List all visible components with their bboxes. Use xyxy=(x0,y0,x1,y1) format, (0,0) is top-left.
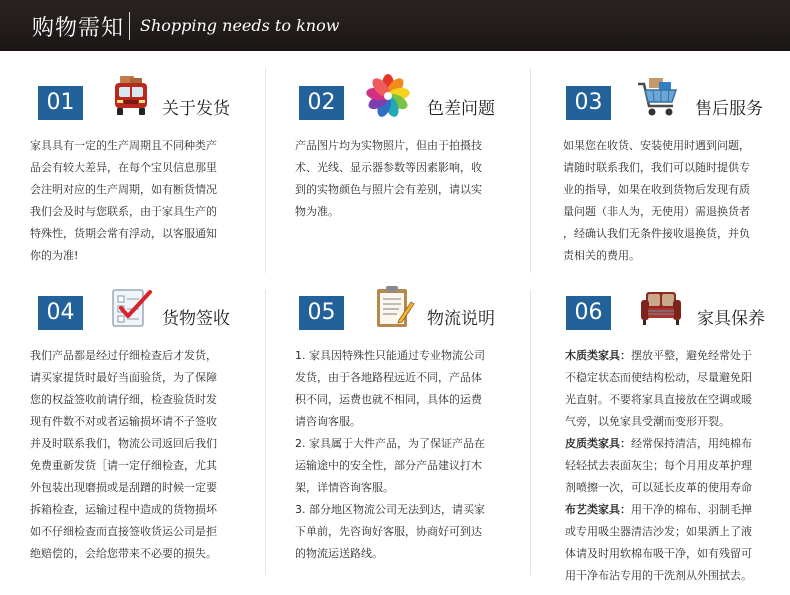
card-number: 04 xyxy=(38,296,83,330)
card-body xyxy=(30,135,270,267)
body-line: 或专用吸尘器清洁沙发；如果洒上了液 xyxy=(565,525,752,538)
card-body xyxy=(563,135,790,267)
color-palette-icon xyxy=(365,74,411,120)
body-line: 运输途中的安全性，部分产品建议打木 xyxy=(295,459,482,472)
body-text: 经常保持清洁，用纯棉布 xyxy=(631,437,752,450)
card-body xyxy=(295,345,535,565)
card-number: 01 xyxy=(38,86,83,120)
body-line: 剂喷擦一次，可以延长皮革的使用寿命 xyxy=(565,481,752,494)
body-line: 会注明对应的生产周期，如有断货情况 xyxy=(30,183,217,196)
card-number: 03 xyxy=(566,86,611,120)
body-line: 光直射。不要将家具直接放在空调或暖 xyxy=(565,393,752,406)
body-line xyxy=(565,433,790,455)
card-title: 售后服务 xyxy=(695,99,763,119)
delivery-truck-icon xyxy=(108,74,154,120)
body-line: 业的指导，如果在收到货物后发现有质 xyxy=(563,183,750,196)
body-line: 产品图片均为实物照片，但由于拍摄技 xyxy=(295,139,482,152)
card-title: 货物签收 xyxy=(162,309,230,329)
card-body xyxy=(295,135,535,223)
body-line: 不稳定状态而使结构松动，尽量避免阳 xyxy=(565,371,752,384)
body-line: 如果您在收货、安装使用时遇到问题， xyxy=(563,139,750,152)
body-line: 架，详情咨询客服。 xyxy=(295,481,394,494)
body-line xyxy=(565,499,790,521)
card-title: 物流说明 xyxy=(427,309,495,329)
card-number: 06 xyxy=(566,296,611,330)
paragraph-label: 皮质类家具： xyxy=(565,437,631,450)
body-line: 家具具有一定的生产周期且不同种类产 xyxy=(30,139,217,152)
body-line: 我们产品都是经过仔细检查后才发货， xyxy=(30,349,217,362)
card-title: 家具保养 xyxy=(697,309,765,329)
body-line: 1. 家具因特殊性只能通过专业物流公司 xyxy=(295,349,485,362)
header-title: 购物需知 xyxy=(32,16,125,41)
body-line: 你的为准! xyxy=(30,249,79,262)
body-line: 特殊性，货期会常有浮动，以客服通知 xyxy=(30,227,217,240)
card-number: 05 xyxy=(299,296,344,330)
body-line: 3. 部分地区物流公司无法到达，请买家 xyxy=(295,503,485,516)
body-line: 体请及时用软棉布吸干净，如有残留可 xyxy=(565,547,752,560)
body-line: 绝赔偿的，会给您带来不必要的损失。 xyxy=(30,547,217,560)
body-line: 气旁，以免家具受潮而变形开裂。 xyxy=(565,415,730,428)
body-line: 轻轻拭去表面灰尘；每个月用皮革护理 xyxy=(565,459,752,472)
body-line: 2. 家具属于大件产品，为了保证产品在 xyxy=(295,437,485,450)
body-line: 量问题（非人为，无使用）需退换货者 xyxy=(563,205,750,218)
sofa-icon xyxy=(638,284,684,330)
body-line: 请咨询客服。 xyxy=(295,415,361,428)
clipboard-pencil-icon xyxy=(371,284,417,330)
body-line: 用干净布沾专用的干洗剂从外围拭去。 xyxy=(565,569,752,582)
body-line: 如不仔细检查而直接签收货运公司是拒 xyxy=(30,525,217,538)
shopping-cart-icon xyxy=(635,74,681,120)
body-line: 免费重新发货［请一定仔细检查，尤其 xyxy=(30,459,217,472)
checklist-icon xyxy=(108,284,154,330)
body-line: 术、光线、显示器参数等因素影响，收 xyxy=(295,161,482,174)
body-line: ，经确认我们无条件接收退换货，并负 xyxy=(563,227,750,240)
body-line xyxy=(565,345,790,367)
card-number: 02 xyxy=(299,86,344,120)
paragraph-label: 布艺类家具： xyxy=(565,503,631,516)
body-line: 现有件数不对或者运输损坏请不子签收 xyxy=(30,415,217,428)
body-text: 摆放平整，避免经常处于 xyxy=(631,349,752,362)
body-line: 的物流运送路线。 xyxy=(295,547,383,560)
header-divider xyxy=(129,12,130,40)
body-line: 请随时联系我们，我们可以随时提供专 xyxy=(563,161,750,174)
paragraph-label: 木质类家具： xyxy=(565,349,631,362)
body-line: 拆箱检查，运输过程中造成的货物损坏 xyxy=(30,503,217,516)
body-line: 并及时联系我们，物流公司返回后我们 xyxy=(30,437,217,450)
body-line: 您的权益签收前请仔细，检查验货时发 xyxy=(30,393,217,406)
body-line: 请买家提货时最好当面验货，为了保障 xyxy=(30,371,217,384)
body-line: 外包装出现磨损或是刮蹭的时候一定要 xyxy=(30,481,217,494)
card-title: 色差问题 xyxy=(427,99,495,119)
body-line: 责相关的费用。 xyxy=(563,249,640,262)
body-line: 到的实物颜色与照片会有差别，请以实 xyxy=(295,183,482,196)
body-line: 下单前，先咨询好客服，协商好可到达 xyxy=(295,525,482,538)
card-body xyxy=(30,345,270,565)
body-line: 品会有较大差异，在每个宝贝信息那里 xyxy=(30,161,217,174)
card-body xyxy=(565,345,790,587)
body-line: 发货，由于各地路程远近不同，产品体 xyxy=(295,371,482,384)
body-line: 物为准。 xyxy=(295,205,339,218)
body-text: 用干净的棉布、羽制毛掸 xyxy=(631,503,752,516)
body-line: 我们会及时与您联系，由于家具生产的 xyxy=(30,205,217,218)
card-title: 关于发货 xyxy=(162,99,230,119)
header-subtitle: Shopping needs to know xyxy=(140,16,340,35)
page-header xyxy=(0,0,790,51)
body-line: 积不同，运费也就不相同，具体的运费 xyxy=(295,393,482,406)
